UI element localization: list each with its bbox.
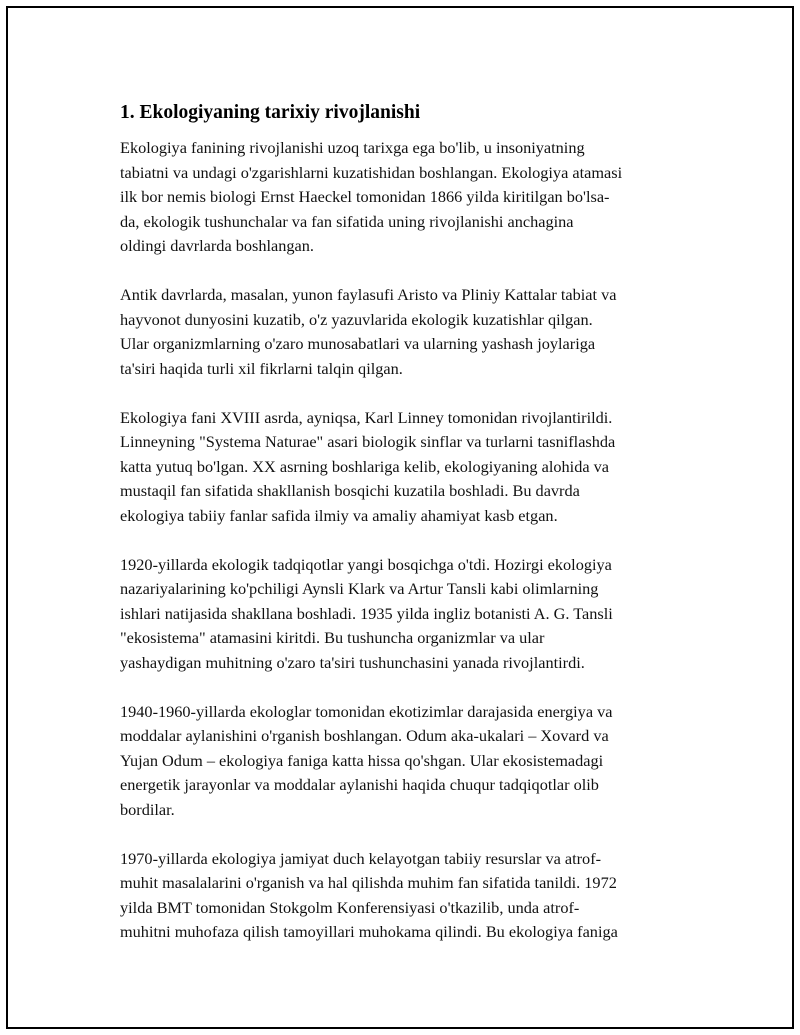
paragraph (120, 553, 700, 676)
paragraph-line: ta'siri haqida turli xil fikrlarni talqin qilgan. (120, 358, 403, 378)
paragraph-line: da, ekologik tushunchalar va fan sifatida uning rivojlanishi anchagina (120, 211, 574, 231)
page-frame (6, 6, 794, 1029)
paragraph-line: yashaydigan muhitning o'zaro ta'siri tushunchasini yanada rivojlantirdi. (120, 652, 585, 672)
paragraph-line: "ekosistema" atamasini kiritdi. Bu tushuncha organizmlar va ular (120, 628, 545, 647)
paragraph-line: Ular organizmlarning o'zaro munosabatlari va ularning yashash joylariga (120, 334, 596, 353)
paragraph (120, 406, 700, 529)
paragraph-line: hayvonot dunyosini kuzatib, o'z yazuvlarida ekologik kuzatishlar qilgan. (120, 309, 593, 329)
paragraph-line: energetik jarayonlar va moddalar aylanishi haqida chuqur tadqiqotlar olib (120, 775, 599, 794)
paragraph-line: 1920-yillarda ekologik tadqiqotlar yangi bosqichga o'tdi. Hozirgi ekologiya (120, 554, 612, 574)
document-body (120, 100, 700, 969)
paragraph (120, 136, 700, 259)
paragraph-line: Ekologiya fanining rivojlanishi uzoq tarixga ega bo'lib, u insoniyatning (120, 138, 585, 157)
paragraph-line: ishlari natijasida shakllana boshladi. 1935 yilda ingliz botanisti A. G. Tansli (120, 603, 613, 623)
paragraph-line: bordilar. (120, 799, 175, 819)
paragraph-line: oldingi davrlarda boshlangan. (120, 236, 314, 255)
paragraph-line: katta yutuq bo'lgan. XX asrning boshlariga kelib, ekologiyaning alohida va (120, 456, 610, 476)
paragraph-list (120, 136, 700, 945)
section-heading: 1. Ekologiyaning tarixiy rivojlanishi (120, 102, 421, 123)
paragraph-line: 1940-1960-yillarda ekologlar tomonidan ekotizimlar darajasida energiya va (120, 701, 613, 721)
paragraph-line: nazariyalarining ko'pchiligi Aynsli Klark va Artur Tansli kabi olimlarning (120, 579, 599, 598)
paragraph-line: Yujan Odum – ekologiya faniga katta hissa qo'shgan. Ular ekosistemadagi (120, 750, 604, 770)
paragraph-line: ilk bor nemis biologi Ernst Haeckel tomonidan 1866 yilda kiritilgan bo'lsa- (120, 187, 610, 206)
paragraph-line: moddalar aylanishini o'rganish boshlangan. Odum aka-ukalari – Xovard va (120, 726, 609, 745)
paragraph-line: tabiatni va undagi o'zgarishlarni kuzatishidan boshlangan. Ekologiya atamasi (120, 162, 623, 182)
paragraph (120, 700, 700, 823)
paragraph-line: muhit masalalarini o'rganish va hal qilishda muhim fan sifatida tanildi. 1972 (120, 873, 617, 892)
paragraph-line: yilda BMT tomonidan Stokgolm Konferensiyasi o'tkazilib, unda atrof- (120, 897, 580, 917)
paragraph-line: ekologiya tabiiy fanlar safida ilmiy va amaliy ahamiyat kasb etgan. (120, 505, 558, 525)
paragraph (120, 283, 700, 381)
paragraph-line: Antik davrlarda, masalan, yunon faylasufi Aristo va Pliniy Kattalar tabiat va (120, 285, 617, 304)
paragraph-line: muhitni muhofaza qilish tamoyillari muhokama qilindi. Bu ekologiya faniga (120, 922, 618, 941)
paragraph-line: Ekologiya fani XVIII asrda, ayniqsa, Karl Linney tomonidan rivojlantirildi. (120, 407, 613, 427)
paragraph-line: Linneyning "Systema Naturae" asari biologik sinflar va turlarni tasniflashda (120, 432, 616, 451)
paragraph-line: 1970-yillarda ekologiya jamiyat duch kelayotgan tabiiy resurslar va atrof- (120, 848, 602, 868)
paragraph-line: mustaqil fan sifatida shakllanish bosqichi kuzatila boshladi. Bu davrda (120, 481, 580, 500)
paragraph (120, 847, 700, 945)
